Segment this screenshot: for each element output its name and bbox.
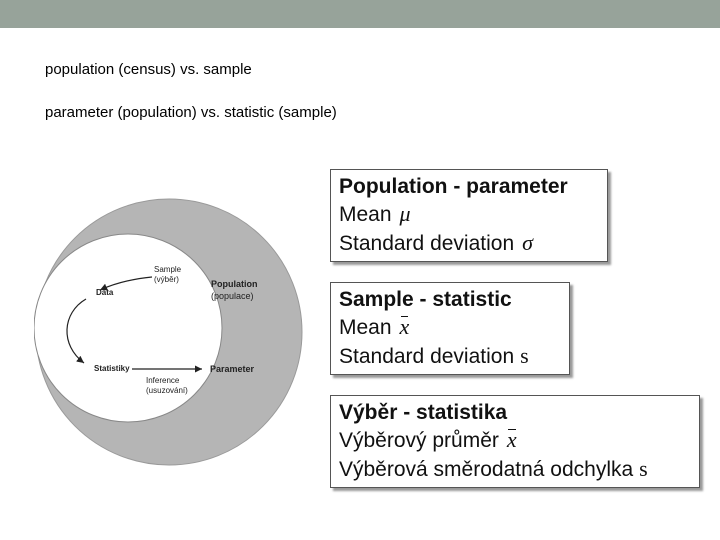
sample-label-cz: (výběr) [154, 275, 179, 284]
sample-sd-label: Standard deviation [339, 345, 515, 368]
vyberovy-prumer-label: Výběrový průměr [339, 429, 499, 452]
population-sd-row [339, 229, 607, 258]
inference-label: Inference [146, 376, 180, 385]
s-symbol: s [520, 343, 529, 368]
population-label: Population [211, 279, 258, 289]
data-label: Data [96, 288, 114, 297]
smerodatna-odchylka-label: Výběrová směrodatná odchylka [339, 458, 634, 481]
parameter-vs-statistic-text: parameter (population) vs. statistic (sample) [45, 104, 337, 121]
sigma-symbol: σ [522, 230, 533, 255]
population-parameter-heading: Population - parameter [339, 175, 568, 198]
sample-mean-row [339, 313, 569, 342]
sample-statistic-heading: Sample - statistic [339, 288, 512, 311]
vyber-statistika-heading: Výběr - statistika [339, 401, 508, 424]
vyberovy-prumer-row [339, 426, 699, 455]
mu-symbol: μ [399, 201, 411, 226]
parameter-label: Parameter [210, 364, 255, 374]
sample-sd-row [339, 342, 569, 371]
population-sd-label: Standard deviation [339, 232, 515, 255]
population-vs-sample-text: population (census) vs. sample [45, 61, 252, 78]
vyber-statistika-box [330, 395, 700, 488]
s-symbol-cz: s [639, 456, 648, 481]
sample-mean-label: Mean [339, 316, 392, 339]
inference-label-cz: (usuzování) [146, 386, 188, 395]
sample-label: Sample [154, 265, 182, 274]
smerodatna-odchylka-row [339, 455, 699, 484]
top-banner [0, 0, 720, 28]
x-bar-symbol: x [399, 314, 410, 339]
x-bar-symbol-cz: x [506, 427, 517, 452]
population-mean-row [339, 200, 607, 229]
population-parameter-box [330, 169, 608, 262]
sample-circle [34, 234, 222, 422]
sampling-diagram [34, 195, 306, 469]
statistiky-label: Statistiky [94, 364, 130, 373]
population-label-cz: (populace) [211, 291, 254, 301]
sample-statistic-box [330, 282, 570, 375]
population-mean-label: Mean [339, 203, 392, 226]
